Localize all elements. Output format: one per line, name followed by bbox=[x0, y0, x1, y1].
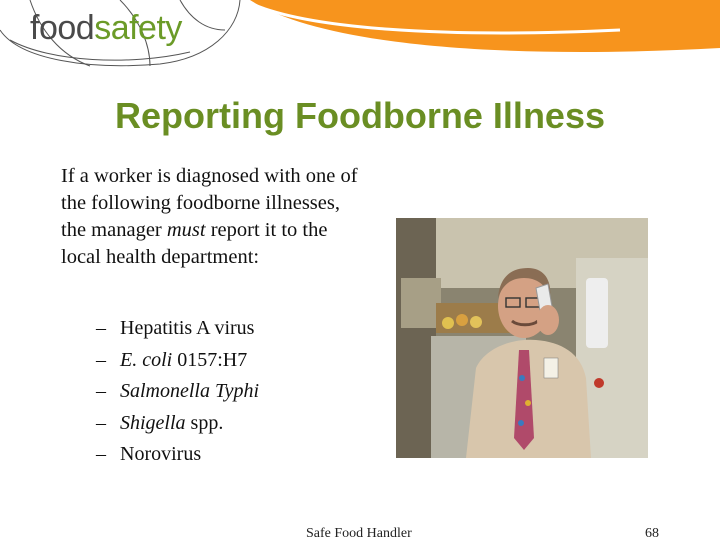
intro-paragraph: If a worker is diagnosed with one of the following foodborne illnesses, the manager must report it to the local health department: bbox=[61, 165, 358, 268]
orange-swoosh bbox=[250, 0, 720, 52]
list-item: – Hepatitis A virus bbox=[96, 317, 255, 339]
slide-title: Reporting Foodborne Illness bbox=[114, 95, 605, 136]
page-number: 68 bbox=[645, 526, 659, 541]
logo-food-text: food bbox=[30, 9, 95, 47]
emphasis-must: must bbox=[166, 219, 206, 241]
list-item: – Norovirus bbox=[96, 443, 202, 465]
illness-list bbox=[96, 313, 259, 471]
logo-safety-text: safety bbox=[94, 9, 182, 47]
list-item: – E. coli 0157:H7 bbox=[96, 348, 248, 371]
man-on-phone-photo bbox=[396, 218, 648, 458]
food-safety-logo bbox=[30, 8, 182, 48]
list-item: – Salmonella Typhi bbox=[96, 380, 260, 402]
list-item: – Shigella spp. bbox=[96, 411, 224, 434]
footer-course-name: Safe Food Handler bbox=[306, 526, 412, 541]
